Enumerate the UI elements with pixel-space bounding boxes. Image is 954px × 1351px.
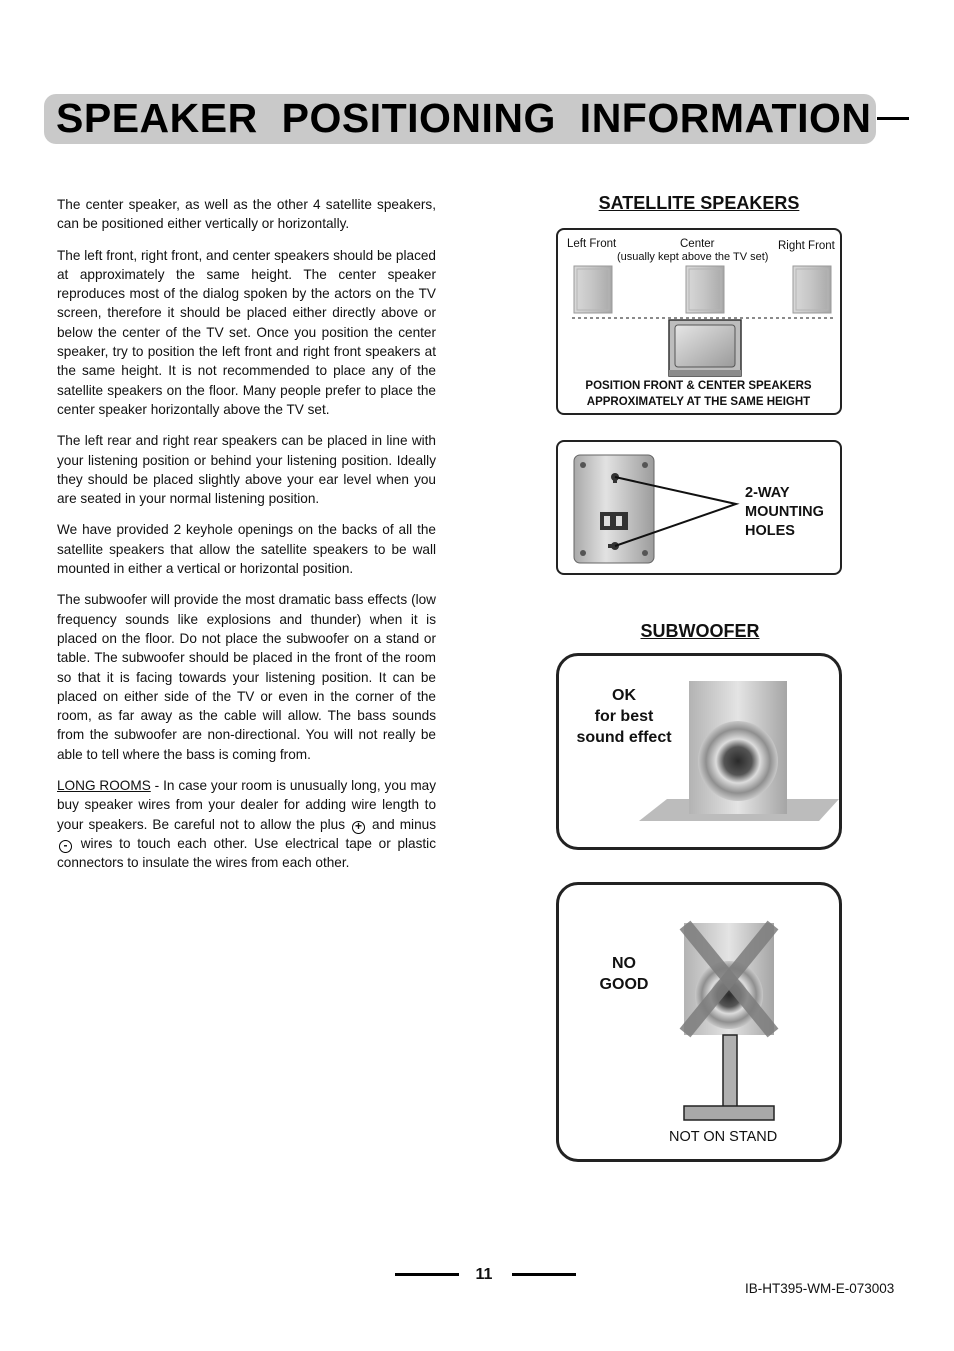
- left-front-speaker-icon: [574, 266, 612, 313]
- terminal-block-icon: [600, 512, 628, 530]
- paragraph-rear-speakers: The left rear and right rear speakers can be placed in line with your listening position or behind your listening position. Ideally they should be placed slightly above your ear level when you are seated in your normal listening position.: [57, 433, 436, 507]
- page-title: SPEAKER POSITIONING INFORMATION: [56, 95, 872, 141]
- mounting-label-line1: 2-WAY: [745, 485, 790, 501]
- no-good-label-line2: GOOD: [599, 976, 649, 993]
- subwoofer-on-stand-illustration: [559, 885, 839, 1159]
- ok-label-line1: OK: [612, 687, 636, 704]
- footer-rule-right: [512, 1273, 576, 1276]
- ok-label-line2: for best: [594, 708, 654, 725]
- footer-rule-left: [395, 1273, 459, 1276]
- subwoofer-ok-figure: [556, 653, 842, 850]
- paragraph-keyholes: We have provided 2 keyhole openings on the backs of all the satellite speakers that allow the satellite speakers to be wall mounted in either a vertical or horizontal position.: [57, 522, 436, 577]
- satellite-caption-line2: APPROXIMATELY AT THE SAME HEIGHT: [586, 396, 811, 408]
- satellite-speakers-heading: SATELLITE SPEAKERS: [598, 193, 800, 213]
- mounting-label-line2: MOUNTING: [745, 504, 824, 520]
- mounting-holes-figure: [556, 440, 842, 575]
- right-front-speaker-icon: [793, 266, 831, 313]
- title-rule: [877, 117, 909, 120]
- subwoofer-no-good-figure: [556, 882, 842, 1162]
- body-text-column: [57, 195, 436, 885]
- document-code: IB-HT395-WM-E-073003: [745, 1281, 895, 1296]
- long-rooms-text-a: - In case your room is unusually long, you may buy speaker wires from your dealer for adding wire length to your speakers. Be careful not to allow the plus: [57, 778, 437, 832]
- long-rooms-heading: LONG ROOMS: [57, 778, 151, 794]
- plus-symbol-icon: +: [352, 821, 365, 834]
- label-center: Center: [680, 238, 715, 250]
- label-right-front: Right Front: [778, 240, 835, 252]
- subwoofer-on-floor-illustration: [559, 656, 839, 847]
- satellite-speakers-figure: [556, 228, 842, 415]
- satellite-caption-line1: POSITION FRONT & CENTER SPEAKERS: [585, 380, 812, 392]
- paragraph-long-rooms: [57, 776, 436, 872]
- subwoofer-heading: SUBWOOFER: [640, 621, 760, 641]
- long-rooms-text-b: and minus: [367, 816, 436, 832]
- mounting-label-line3: HOLES: [745, 523, 795, 539]
- not-on-stand-caption: NOT ON STAND: [669, 1129, 778, 1145]
- page-number: 11: [475, 1266, 493, 1283]
- no-good-label-line1: NO: [612, 955, 636, 972]
- label-left-front: Left Front: [567, 238, 617, 250]
- label-center-note: (usually kept above the TV set): [617, 251, 769, 263]
- tv-icon: [669, 320, 741, 376]
- minus-symbol-icon: -: [59, 840, 72, 853]
- paragraph-front-speakers: The left front, right front, and center speakers should be placed at approximately the same height. The center speaker reproduces most of the dialog spoken by the actors on the TV screen, therefore it should be placed either directly above or below the center of the TV set. Once you position the center speaker, try to position the left front and right front speakers at the same height. It is not recommended to place any of the satellite speakers on the floor. Many people prefer to place the center speaker horizontally above the TV set.: [57, 247, 436, 417]
- long-rooms-text-c: wires to touch each other. Use electrical tape or plastic connectors to insulate the wires from each other.: [57, 835, 436, 871]
- paragraph-subwoofer: The subwoofer will provide the most dramatic bass effects (low frequency sounds like explosions and thunder) when it is placed on the floor. Do not place the subwoofer on a stand or table. The subwoofer should be placed in the front of the room so that it is facing towards your listening position. It can be placed on either side of the TV or even in the corner of the room, as far away as the cable will allow. The bass sounds from the subwoofer are non-directional. You will not really be able to tell where the bass is coming from.: [57, 592, 436, 762]
- ok-label-line3: sound effect: [576, 729, 672, 746]
- center-speaker-icon: [686, 266, 724, 313]
- paragraph-orientation: The center speaker, as well as the other 4 satellite speakers, can be positioned either vertically or horizontally.: [57, 197, 436, 232]
